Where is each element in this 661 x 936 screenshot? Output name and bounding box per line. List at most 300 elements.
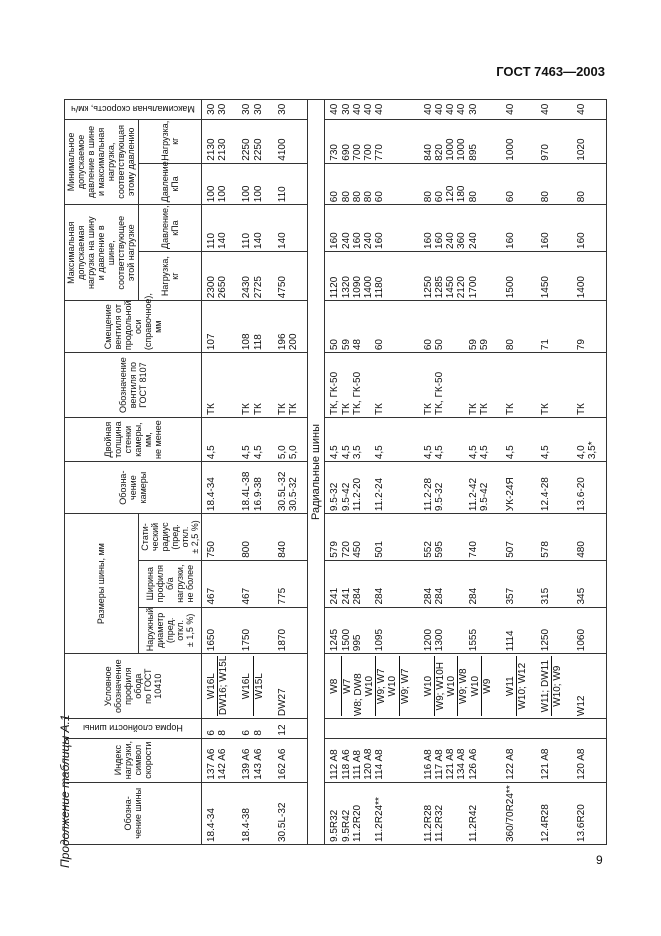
table-row xyxy=(325,100,419,845)
cell-line: 50 xyxy=(329,339,341,351)
rim-alternative: W7 xyxy=(341,678,353,694)
cell-valve xyxy=(536,353,571,418)
cell-wall xyxy=(237,418,272,462)
cell-max-press xyxy=(419,205,501,252)
cell-line: 112 A8 xyxy=(329,749,341,780)
cell-line: 1095 xyxy=(374,628,386,652)
cell-min-press xyxy=(572,163,607,205)
cell-line: 142 A6 xyxy=(217,748,229,780)
cell-offset xyxy=(572,301,607,353)
cell-line: ТК xyxy=(575,403,587,416)
cell-width xyxy=(273,560,308,607)
cell-rim xyxy=(572,654,607,719)
cell-line: 40 xyxy=(422,103,434,115)
cell-line: 284 xyxy=(467,587,479,605)
cell-valve xyxy=(237,353,272,418)
cell-line: 1320 xyxy=(340,276,352,299)
cell-offset xyxy=(419,301,501,353)
cell-max-load xyxy=(419,251,501,300)
table-row xyxy=(202,100,238,845)
cell-line: 18.4L-38 xyxy=(241,471,253,512)
cell-line: 40 xyxy=(504,103,516,115)
cell-line xyxy=(363,303,374,350)
cell-line: DW27 xyxy=(276,688,288,717)
cell-line: 240 xyxy=(445,232,457,249)
cell-index xyxy=(536,738,571,782)
cell-static-r xyxy=(325,514,419,561)
cell-line: 120 A8 xyxy=(363,748,375,780)
cell-line xyxy=(456,563,467,605)
cell-line: 895 xyxy=(467,144,479,161)
col-max-speed xyxy=(65,100,202,120)
cell-line: 100 xyxy=(206,185,218,203)
cell-speed xyxy=(419,100,501,120)
cell-rim xyxy=(237,654,272,719)
cell-line: 775 xyxy=(276,587,288,605)
rim-primary: W8 xyxy=(329,656,341,716)
cell-tube xyxy=(325,462,419,514)
cell-tube xyxy=(273,462,308,514)
cell-max-press xyxy=(237,205,272,252)
cell-line: 80 xyxy=(351,191,363,203)
cell-line: 11.2-20 xyxy=(351,477,363,512)
cell-designation xyxy=(202,782,238,844)
cell-line: 160 xyxy=(374,232,386,249)
cell-line: 137 A6 xyxy=(206,748,218,780)
cell-line: 5,0 xyxy=(276,445,288,460)
cell-line: 11.2R28 xyxy=(422,804,434,842)
cell-line: 12.4-28 xyxy=(540,477,552,512)
cell-line: ТК xyxy=(276,403,288,416)
cell-line: 840 xyxy=(422,144,434,161)
cell-line: 11.2-28 xyxy=(422,477,434,512)
cell-line: 450 xyxy=(351,541,363,558)
cell-wall xyxy=(419,418,501,462)
rim-fraction xyxy=(329,656,352,716)
cell-line: 160 xyxy=(575,232,587,249)
cell-line: 122 A8 xyxy=(504,748,516,780)
col-ply-rating xyxy=(65,719,202,738)
cell-line: 240 xyxy=(467,232,479,249)
cell-outer-d xyxy=(237,607,272,654)
cell-line: 160 xyxy=(422,232,434,249)
cell-static-r xyxy=(501,514,536,561)
rim-fraction xyxy=(470,656,493,716)
cell-line: 8 xyxy=(217,730,229,736)
cell-line: 1114 xyxy=(504,630,516,652)
cell-line: 4,5 xyxy=(433,445,445,460)
cell-max-load xyxy=(237,251,272,300)
cell-line: 4,5 xyxy=(374,445,386,460)
col-section-width: Ширина профиля б/а нагрузки, не более xyxy=(138,560,201,607)
cell-line: 18.4-34 xyxy=(206,808,218,842)
cell-min-load xyxy=(237,119,272,163)
cell-static-r xyxy=(536,514,571,561)
cell-offset xyxy=(325,301,419,353)
cell-line: W12 xyxy=(575,695,587,717)
cell-line: 71 xyxy=(540,339,552,351)
cell-wall xyxy=(325,418,419,462)
cell-line: 30.5L-32 xyxy=(276,471,288,512)
rim-alternative: W9; W10H xyxy=(434,662,446,711)
cell-line: 9.5-32 xyxy=(433,482,445,512)
section-radial-title: Радиальные шины xyxy=(308,100,325,845)
cell-max-load xyxy=(501,251,536,300)
cell-tube xyxy=(237,462,272,514)
cell-line: 118 xyxy=(252,334,264,351)
cell-line: 1750 xyxy=(241,628,253,652)
cell-line: 2250 xyxy=(252,138,264,161)
cell-line: 30.5L-32 xyxy=(276,802,288,842)
cell-line xyxy=(363,785,374,842)
rim-primary: W10 xyxy=(446,656,458,716)
rim-fraction xyxy=(364,656,387,716)
cell-line: 4,5 xyxy=(329,445,341,460)
cell-index xyxy=(572,738,607,782)
cell-line: 121 A8 xyxy=(445,748,457,780)
cell-min-load xyxy=(273,119,308,163)
cell-line: 11.2R42 xyxy=(467,804,479,842)
table-row xyxy=(419,100,501,845)
cell-max-press xyxy=(501,205,536,252)
cell-valve xyxy=(419,353,501,418)
cell-rim xyxy=(536,654,571,719)
rim-primary: W11; DW11 xyxy=(540,656,552,716)
cell-line: 107 xyxy=(206,333,218,351)
cell-line: 80 xyxy=(467,191,479,203)
cell-line: 12.4R28 xyxy=(540,804,552,842)
cell-line: 284 xyxy=(351,587,363,605)
cell-line: 40 xyxy=(456,103,468,115)
cell-line: 4100 xyxy=(276,138,288,161)
rim-alternative: W9 xyxy=(481,678,493,694)
cell-line: 80 xyxy=(363,191,375,203)
cell-line: W8; DW8 xyxy=(352,673,364,717)
rim-primary: W10 xyxy=(387,656,399,716)
cell-line: 110 xyxy=(206,232,218,249)
cell-line: 4,5 xyxy=(340,445,352,460)
cell-line: 30 xyxy=(467,103,479,115)
cell-line: 740 xyxy=(467,541,479,558)
cell-line: 120 A8 xyxy=(575,748,587,780)
cell-line xyxy=(445,420,456,459)
cell-line: 820 xyxy=(433,144,445,161)
cell-line: 1700 xyxy=(467,276,479,299)
cell-max-press xyxy=(325,205,419,252)
table-caption: Продолжение таблицы А.1 xyxy=(58,714,72,868)
cell-line: 4,5 xyxy=(467,445,479,460)
cell-line: 2130 xyxy=(206,138,218,161)
table-row xyxy=(501,100,536,845)
rim-primary: W16L xyxy=(206,656,218,716)
cell-line: 360 xyxy=(456,232,468,249)
cell-line: 140 xyxy=(217,232,229,249)
cell-line: 1090 xyxy=(351,276,363,299)
cell-designation xyxy=(419,782,501,844)
rim-primary: W16L xyxy=(241,656,253,716)
rim-fraction xyxy=(387,656,410,716)
cell-line: 79 xyxy=(575,339,587,351)
cell-line: 1500 xyxy=(340,628,352,652)
cell-line: 48 xyxy=(351,339,363,351)
col-max-group: Максимальная допускаемая нагрузка на шину и давление в шине, соответствующее этой нагрузке xyxy=(65,205,139,301)
cell-line xyxy=(363,563,374,605)
rim-alternative: W10; W9 xyxy=(552,665,564,707)
cell-line: 40 xyxy=(540,103,552,115)
cell-max-load xyxy=(273,251,308,300)
cell-line: 750 xyxy=(206,541,218,558)
cell-line: 579 xyxy=(329,541,341,558)
cell-max-load xyxy=(572,251,607,300)
cell-valve xyxy=(325,353,419,418)
cell-line: ТК xyxy=(340,403,352,416)
cell-outer-d xyxy=(273,607,308,654)
cell-width xyxy=(237,560,272,607)
cell-line: 11.2R32 xyxy=(433,804,445,842)
cell-outer-d xyxy=(501,607,536,654)
rim-fraction xyxy=(241,656,264,716)
col-rim: Условное обозначение профиля обода по ГОСТ 10410 xyxy=(65,654,202,719)
page-number: 9 xyxy=(596,853,603,867)
cell-line xyxy=(445,563,456,605)
cell-line xyxy=(445,355,456,415)
cell-line: 690 xyxy=(340,144,352,161)
col-max-speed-text: Максимальная скорость, км/ч xyxy=(71,104,195,115)
rim-primary: W11 xyxy=(505,656,517,716)
cell-line: ТК xyxy=(206,403,218,416)
cell-line: 4,5 xyxy=(422,445,434,460)
col-max-load: Нагрузка, кг xyxy=(138,251,201,300)
cell-ply xyxy=(419,719,501,738)
cell-line: 12 xyxy=(276,724,288,736)
cell-line: 970 xyxy=(540,144,552,161)
cell-line: 840 xyxy=(276,541,288,558)
cell-tube xyxy=(572,462,607,514)
cell-designation xyxy=(572,782,607,844)
cell-line: 4,5 xyxy=(206,445,218,460)
cell-line: 60 xyxy=(329,191,341,203)
cell-line xyxy=(363,355,374,415)
cell-line xyxy=(445,785,456,842)
cell-line: 995 xyxy=(351,634,363,652)
rim-alternative: W15L xyxy=(253,673,265,700)
cell-line: 30 xyxy=(206,103,218,115)
cell-line: 1400 xyxy=(575,276,587,299)
cell-line: 139 A6 xyxy=(241,748,253,780)
cell-line: 108 xyxy=(241,333,253,351)
cell-line: 11.2R20 xyxy=(351,804,363,842)
cell-index xyxy=(237,738,272,782)
cell-index xyxy=(273,738,308,782)
cell-line: 9.5-42 xyxy=(478,482,490,512)
cell-line: 2430 xyxy=(241,276,253,299)
rim-alternative: W9; W8 xyxy=(458,668,470,704)
cell-line: 160 xyxy=(329,232,341,249)
cell-line: 40 xyxy=(433,103,445,115)
cell-line: 143 A6 xyxy=(252,748,264,780)
cell-line: 1250 xyxy=(422,276,434,299)
col-min-group: Минимальное допускаемое давление в шине и максимальная нагрузка, соответствующая этому давлению xyxy=(65,119,139,205)
cell-line: ТК, ГК-50 xyxy=(351,371,363,416)
cell-line: 480 xyxy=(575,541,587,558)
cell-outer-d xyxy=(536,607,571,654)
cell-max-press xyxy=(273,205,308,252)
cell-offset xyxy=(536,301,571,353)
cell-index xyxy=(325,738,419,782)
cell-line: 160 xyxy=(433,232,445,249)
cell-line: 30 xyxy=(217,103,229,115)
cell-line: 240 xyxy=(363,232,375,249)
cell-outer-d xyxy=(325,607,419,654)
cell-outer-d xyxy=(202,607,238,654)
cell-speed xyxy=(273,100,308,120)
cell-line: 40 xyxy=(445,103,457,115)
cell-min-load xyxy=(572,119,607,163)
rim-alternative: W9; W7 xyxy=(376,668,388,704)
cell-line: 200 xyxy=(287,333,299,351)
cell-line: 30 xyxy=(340,103,352,115)
cell-tube xyxy=(419,462,501,514)
cell-line: 60 xyxy=(422,339,434,351)
cell-line xyxy=(456,303,467,350)
cell-line: 2300 xyxy=(206,276,218,299)
cell-line: 467 xyxy=(206,587,218,605)
cell-line: 50 xyxy=(433,339,445,351)
cell-line: 60 xyxy=(374,339,386,351)
cell-static-r xyxy=(572,514,607,561)
col-ply-rating-text: Норма слойности шины xyxy=(83,723,183,734)
cell-line: 80 xyxy=(575,191,587,203)
cell-line: 118 A6 xyxy=(340,749,352,780)
cell-line: 30 xyxy=(276,103,288,115)
section-radial xyxy=(308,100,325,845)
cell-line: 467 xyxy=(241,587,253,605)
cell-line: ТК xyxy=(422,403,434,416)
cell-static-r xyxy=(202,514,238,561)
cell-wall xyxy=(572,418,607,462)
cell-offset xyxy=(273,301,308,353)
cell-line: 160 xyxy=(351,232,363,249)
rim-fraction xyxy=(505,656,528,716)
cell-index xyxy=(202,738,238,782)
cell-min-load xyxy=(501,119,536,163)
cell-line: 80 xyxy=(422,191,434,203)
cell-line: 730 xyxy=(329,144,341,161)
cell-line: 2130 xyxy=(217,138,229,161)
cell-line: 196 xyxy=(276,333,288,351)
cell-line: 59 xyxy=(467,339,479,351)
cell-wall xyxy=(202,418,238,462)
cell-line: 120 xyxy=(445,185,457,203)
cell-line: 507 xyxy=(504,541,516,558)
cell-line: ТК xyxy=(374,403,386,416)
cell-line: 595 xyxy=(433,541,445,558)
rim-alternative: DW16; W15L xyxy=(218,655,230,716)
cell-line: 800 xyxy=(241,541,253,558)
cell-line xyxy=(456,464,467,511)
diagonal-rows xyxy=(202,100,308,845)
cell-designation xyxy=(325,782,419,844)
cell-offset xyxy=(237,301,272,353)
cell-line: 60 xyxy=(374,191,386,203)
rim-fraction xyxy=(423,656,446,716)
cell-line: 1400 xyxy=(363,276,375,299)
cell-width xyxy=(202,560,238,607)
cell-line: 180 xyxy=(456,185,468,203)
cell-rim xyxy=(273,654,308,719)
cell-line: 9.5R32 xyxy=(329,809,341,842)
cell-ply xyxy=(237,719,272,738)
cell-width xyxy=(419,560,501,607)
cell-line: 1450 xyxy=(445,276,457,299)
radial-rows xyxy=(325,100,607,845)
cell-index xyxy=(419,738,501,782)
cell-line: ТК xyxy=(504,403,516,416)
cell-width xyxy=(536,560,571,607)
cell-line: 59 xyxy=(340,339,352,351)
standard-header: ГОСТ 7463—2003 xyxy=(496,64,605,79)
cell-line: 80 xyxy=(340,191,352,203)
cell-line: 117 A8 xyxy=(433,749,445,780)
cell-line: 1650 xyxy=(206,628,218,652)
cell-valve xyxy=(273,353,308,418)
cell-max-press xyxy=(202,205,238,252)
cell-max-press xyxy=(536,205,571,252)
rim-primary: W10 xyxy=(423,656,435,716)
cell-width xyxy=(572,560,607,607)
cell-rim xyxy=(419,654,501,719)
col-min-pressure: Давление, кПа xyxy=(138,163,201,205)
cell-max-load xyxy=(202,251,238,300)
col-max-pressure: Давление, кПа xyxy=(138,205,201,252)
cell-wall xyxy=(501,418,536,462)
cell-speed xyxy=(237,100,272,120)
cell-line: 40 xyxy=(351,103,363,115)
cell-line: 2250 xyxy=(241,138,253,161)
cell-line: 1000 xyxy=(504,138,516,161)
cell-line: 11.2-24 xyxy=(374,477,386,512)
cell-line xyxy=(445,303,456,350)
col-dims-group: Размеры шины, мм xyxy=(65,514,139,654)
col-offset: Смещение вентиля от продольной оси (справочное), мм xyxy=(65,301,202,353)
cell-designation xyxy=(536,782,571,844)
cell-ply xyxy=(501,719,536,738)
cell-line: 1120 xyxy=(329,276,341,299)
cell-line: ТК, ГК-50 xyxy=(433,371,445,416)
rim-fraction xyxy=(446,656,469,716)
cell-speed xyxy=(325,100,419,120)
table-row xyxy=(273,100,308,845)
cell-line: 40 xyxy=(363,103,375,115)
rim-alternative: W9; W7 xyxy=(399,668,411,704)
cell-line xyxy=(456,610,467,652)
cell-line: 4,5 xyxy=(241,445,253,460)
cell-min-press xyxy=(501,163,536,205)
cell-line: 1200 xyxy=(422,628,434,652)
rim-fraction xyxy=(206,656,229,716)
cell-line: 360/70R24** xyxy=(504,785,516,842)
cell-line: 59 xyxy=(478,339,490,351)
cell-line: 11.2R24** xyxy=(374,797,386,842)
col-tube: Обозна- чение камеры xyxy=(65,462,202,514)
table-row xyxy=(237,100,272,845)
cell-line: 1000 xyxy=(456,138,468,161)
cell-line: 100 xyxy=(217,185,229,203)
col-wall: Двойная толщина стенки камеры, мм, не менее xyxy=(65,418,202,462)
col-designation: Обозна- чение шины xyxy=(65,782,202,844)
cell-wall xyxy=(536,418,571,462)
cell-line: 3,5 xyxy=(351,445,363,460)
